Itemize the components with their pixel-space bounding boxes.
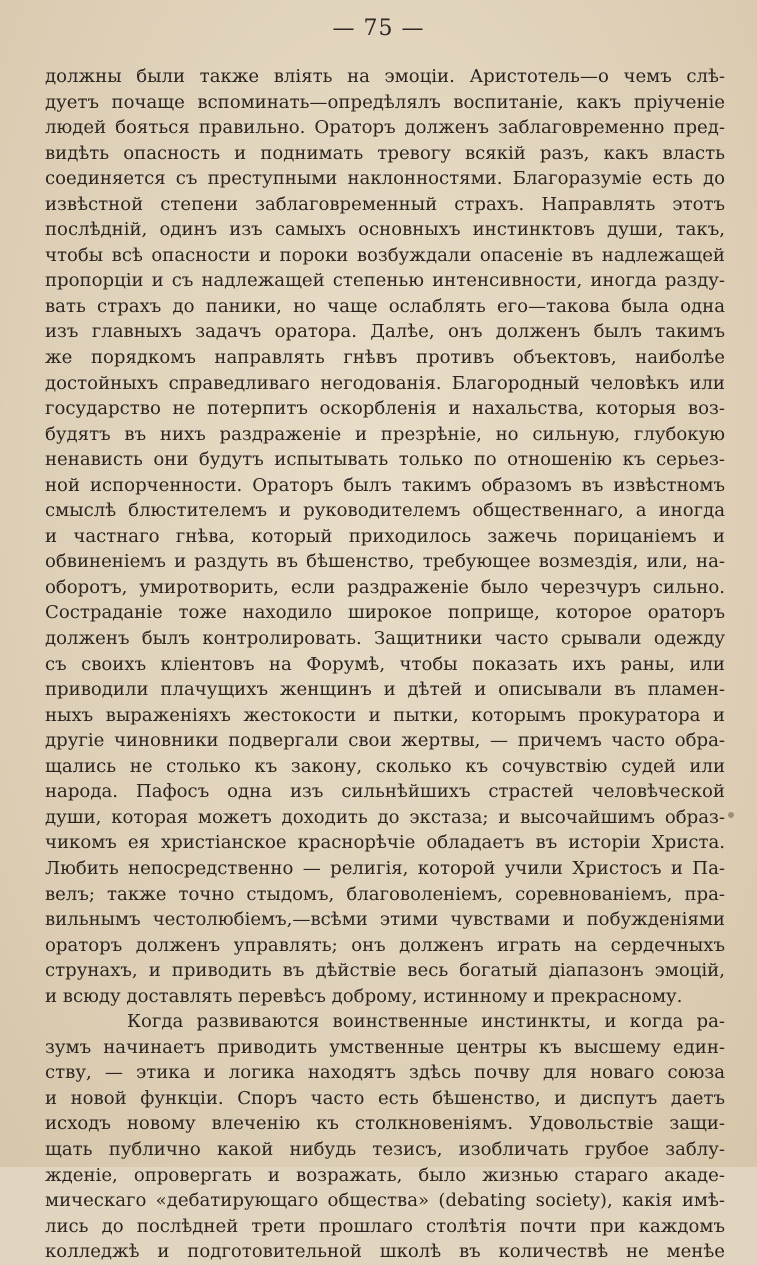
text-line: и всюду доставлять перевѣсъ доброму, истинному и прекрасному. xyxy=(45,985,683,1007)
text-line: долженъ былъ контролировать. Защитники часто срывали одежду xyxy=(45,628,725,650)
text-line: ненависть они будутъ испытывать только по отношенiю къ серьез- xyxy=(45,449,725,471)
body-text xyxy=(45,64,725,1265)
text-line: съ своихъ клiентовъ на Форумѣ, чтобы показать ихъ раны, или xyxy=(45,653,725,675)
text-line: приводили плачущихъ женщинъ и дѣтей и описывали въ пламен- xyxy=(45,679,725,701)
text-line: колледжѣ и подготовительной школѣ въ количествѣ не менѣе xyxy=(45,1241,725,1263)
text-line: пропорцiи и съ надлежащей степенью интенсивности, иногда разду- xyxy=(45,270,725,292)
text-line: вать страхъ до паники, но чаще ослаблять его—такова была одна xyxy=(45,295,725,317)
text-line: струнахъ, и приводить въ дѣйствiе весь богатый дiапазонъ эмоцiй, xyxy=(45,960,725,982)
text-line: людей бояться правильно. Ораторъ долженъ заблаговременно пред- xyxy=(45,117,725,139)
ink-speck xyxy=(728,812,734,818)
text-line: достойныхъ справедливаго негодованiя. Благородный человѣкъ или xyxy=(45,372,725,394)
paragraph-first-line: Когда развиваются воинственные инстинкты, и когда ра- xyxy=(127,1011,725,1033)
text-line: ныхъ выраженiяхъ жестокости и пытки, которымъ прокуратора и xyxy=(45,704,725,726)
text-line: должны были также влiять на эмоцiи. Аристотель—о чемъ слѣ- xyxy=(45,66,725,87)
text-line: щать публично какой нибудь тезисъ, изобличать грубое заблу- xyxy=(45,1138,725,1160)
text-line: народа. Пафосъ одна изъ сильнѣйшихъ страстей человѣческой xyxy=(45,781,725,803)
text-line: ораторъ долженъ управлять; онъ долженъ играть на сердечныхъ xyxy=(45,934,725,956)
text-line: и новой функцiи. Споръ часто есть бѣшенство, и диспутъ даетъ xyxy=(45,1087,725,1109)
text-line: велъ; также точно стыдомъ, благоволенiемъ, соревнованiемъ, пра- xyxy=(45,883,725,905)
text-line: лись до послѣдней трети прошлаго столѣтiя почти при каждомъ xyxy=(45,1215,725,1237)
text-line: другiе чиновники подвергали свои жертвы, — причемъ часто обра- xyxy=(45,730,725,752)
text-line: изъ главныхъ задачъ оратора. Далѣе, онъ долженъ былъ такимъ xyxy=(45,321,725,343)
text-line: ной испорченности. Ораторъ былъ такимъ образомъ въ извѣстномъ xyxy=(45,474,725,496)
text-line: души, которая можетъ доходить до экстаза; и высочайшимъ образ- xyxy=(45,806,725,828)
text-line: и частнаго гнѣва, который приходилось зажечь порицанiемъ и xyxy=(45,525,725,547)
text-line: оборотъ, умиротворить, если раздраженiе было черезчуръ сильно. xyxy=(45,576,725,598)
text-line: зумъ начинаетъ приводить умственные центры къ высшему един- xyxy=(45,1036,725,1058)
text-line: обвиненiемъ и раздуть въ бѣшенство, требующее возмездiя, или, на- xyxy=(45,551,725,573)
text-line: чикомъ ея христiанское краснорѣчiе обладаетъ въ исторiи Христа. xyxy=(45,832,725,854)
page-number: — 75 — xyxy=(332,16,425,41)
text-line: Любить непосредственно — религiя, которой учили Христосъ и Па- xyxy=(45,857,725,879)
text-line: вильнымъ честолюбiемъ,—всѣми этими чувствами и побужденiями xyxy=(45,909,725,931)
text-line: послѣднiй, одинъ изъ самыхъ основныхъ инстинктовъ души, такъ, xyxy=(45,219,725,241)
text-line: извѣстной степени заблаговременный страхъ. Направлять этотъ xyxy=(45,193,725,215)
text-line: мическаго «дебатирующаго общества» (debating society), какiя имѣ- xyxy=(45,1190,725,1212)
text-line: Состраданiе тоже находило широкое поприще, которое ораторъ xyxy=(45,602,725,624)
text-line: государство не потерпитъ оскорбленiя и нахальства, которыя воз- xyxy=(45,398,725,420)
text-line: соединяется съ преступными наклонностями. Благоразумiе есть до xyxy=(45,168,725,190)
text-line: исходъ новому влеченiю къ столкновенiямъ. Удовольствiе защи- xyxy=(45,1113,725,1135)
text-line: щались не столько къ закону, сколько къ сочувствiю судей или xyxy=(45,755,725,777)
text-line: ству, — этика и логика находятъ здѣсь почву для новаго союза xyxy=(45,1062,725,1084)
text-line: смыслѣ блюстителемъ и руководителемъ общественнаго, а иногда xyxy=(45,500,725,522)
text-line: дуетъ почаще вспоминать—опредѣлялъ воспитанiе, какъ прiученiе xyxy=(45,91,725,113)
text-line: видѣть опасность и поднимать тревогу всякiй разъ, какъ власть xyxy=(45,142,725,164)
text-line: будятъ въ нихъ раздраженiе и презрѣнiе, но сильную, глубокую xyxy=(45,423,725,445)
text-line: же порядкомъ направлять гнѣвъ противъ объектовъ, наиболѣе xyxy=(45,347,725,369)
text-line: жденiе, опровергать и возражать, было жизнью стараго акаде- xyxy=(45,1164,725,1186)
text-line: чтобы всѣ опасности и пороки возбуждали опасенiе въ надлежащей xyxy=(45,244,725,266)
